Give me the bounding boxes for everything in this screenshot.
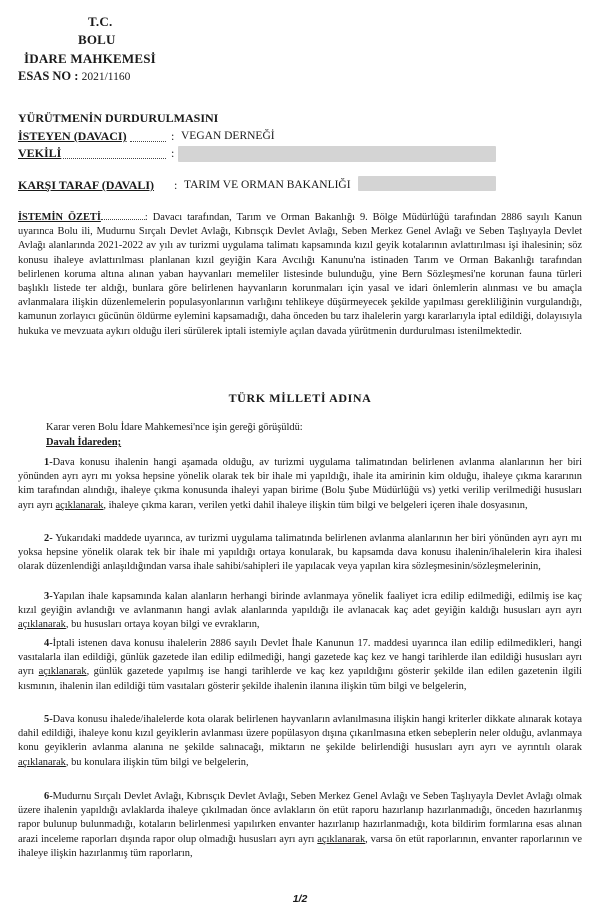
attorney-dots — [63, 158, 166, 159]
item-number: 1- — [44, 457, 53, 468]
esas-value: 2021/1160 — [81, 71, 131, 83]
list-item-3 — [18, 590, 582, 633]
item-text: Dava konusu ihalede/ihalelerde kota olarak belirlenen hayvanların avlanılmasına ilişkin hangi kriterler dikkate alınarak kotaya dahil edildiği, ihaleye konu kızıl geyiklerin avlanması üzere popülasyon dışına çıkarılmasına etken sebeplerin neler olduğu, avlanmaya konu geyiklerin avlanma alanına ne şekilde salınacağı, miktarın ne şekilde belirlendiği hususları ayrı ayrı ve ayrıntılı olarak — [18, 714, 582, 754]
attorney-label: VEKİLİ — [18, 146, 62, 160]
item-text: Mudurnu Sırçalı Devlet Avlağı, Kıbrısçık Devlet Avlağı, Seben Merkez Genel Avlağı ve Seben Taşlıyayla Devlet Avlağı olmak üzere ihalenin yapıldığı avlaklarda ihaleye çıkılmadan önce avlakların ön etüt raporu hazırlanıp hazırlanmadığı, önceden hazırlanmış rapor bulunup bulunmadığı, kotaların belirlenmesi yapılırken envanter hazırlanıp hazırlanmadığı, kota bildirim formlarına esas alınan arazi inceleme raporları dışında rapor olup olmadığı hususları ayrı ayrı — [18, 791, 582, 845]
header-tc: T.C. — [88, 14, 113, 29]
page-number: 1/2 — [292, 893, 308, 905]
item-number: 5- — [44, 714, 53, 725]
header-city: BOLU — [78, 32, 116, 47]
summary-label: İSTEMİN ÖZETİ — [18, 212, 101, 223]
case-subject: YÜRÜTMENİN DURDURULMASINI — [18, 111, 219, 125]
item-text-rest: , bu hususları ortaya koyan bilgi ve evrakların, — [65, 619, 260, 631]
item-text-rest: , ihaleye çıkma kararı, verilen yetki dahil ihaleye ilişkin tüm bilgi ve belgeleri içeren ihale dosyasının, — [103, 499, 528, 511]
decision-title: TÜRK MİLLETİ ADINA — [228, 391, 372, 405]
item-text-rest: , bu konulara ilişkin tüm bilgi ve belgelerin, — [65, 756, 249, 768]
plaintiff-colon: : — [171, 129, 175, 143]
redacted-defendant — [358, 176, 496, 191]
defendant-colon: : — [174, 178, 178, 192]
item-number: 2- — [44, 533, 53, 544]
list-item-1 — [18, 456, 582, 513]
header-court: İDARE MAHKEMESİ — [24, 51, 156, 66]
item-number: 6- — [44, 791, 53, 802]
item-emphasis: açıklanarak — [18, 756, 66, 768]
defendant-value: TARIM VE ORMAN BAKANLIĞI — [184, 179, 351, 191]
esas-label: ESAS NO : — [18, 69, 79, 83]
list-item-2 — [18, 532, 582, 575]
item-text-rest: , günlük gazetede yapılmış ise hangi tarihlerde ve kaç kez yapıldığını gösterir şekilde ilan edilen gazetenin ilgili kısmının, ihalenin ilan edildiği tüm vasıtaları gösterir şekilde ihalenin ilanına ilişkin tüm bilgi ve belgelerin, — [18, 666, 582, 692]
plaintiff-dots — [130, 141, 166, 142]
section-label: Davalı İdareden; — [46, 437, 122, 448]
summary-paragraph — [18, 211, 582, 339]
list-item-4 — [18, 637, 582, 694]
attorney-colon: : — [171, 146, 175, 160]
list-item-6 — [18, 790, 582, 861]
item-text: Yukarıdaki maddede uyarınca, av turizmi uygulama talimatında belirlenen avlanma alanlarının her biri yönünden ayrı ayrı mı yoksa hepsine yönelik olarak tek bir ihale mi yapıldığı ortaya konularak, bu kapsamda dava konusu ihalenin/ihalelerin kira ihalesi olarak düzenlendiği anlaşıldığından varsa ihale sahibi/sahipleri ile yapılacak veya yapılan kira sözleşmesinin/sözleşmelerinin, — [18, 533, 582, 573]
summary-text: Davacı tarafından, Tarım ve Orman Bakanlığı 9. Bölge Müdürlüğü tarafından 2886 sayılı Kanun uyarınca Bolu ili, Mudurnu Sırçalı Devlet Avlağı, Kıbrısçık Devlet Avlağı, Seben Merkez Genel Avlağı ve Seben Taşlıyayla Devlet Avlağı alanlarında 2021-2022 av yılı av turizmi uygulama talimatı kapsamında kızıl geyik kotalarının avlattırılması işi ihalesinin; söz konusu ihaleye avlattırılması planlanan kızıl geyiğin Kara Avcılığı Kanunu'na istinaden Tarım ve Orman Bakanlığı tarafından belirlenen koruma altına alınan yaban hayvanları memeliler listesinde bulunduğu, yine Bern Sözleşmesi'ne korunan fauna türleri başlıklı listede ter aldığı, bunlara göre belirlenen hayvanların korunmaları için yasal ve idari önlemlerin alınması ve bu amaçla avlanmalara ilişkin düzenlemelerin populasyonlarının varlığını tehlikeye düşürmeyecek şekilde yapılması gerekliliğinin vurgulandığı, kamunun zorlayıcı gücünün öldürme eylemini kapsamadığı, daha önceden bu tarz ihalelerin yargı kararlarıyla iptal edildiği, dolayısıyla hukuka ve mevzuata aykırı olduğu ileri sürülerek iptali istemiyle açılan davada yürütmenin durdurulması istenilmektedir. — [18, 212, 582, 337]
summary-colon: : — [144, 212, 153, 223]
item-text: İptali istenen dava konusu ihalelerin 2886 sayılı Devlet İhale Kanunun 17. maddesi uyarınca ilan edilip edilmedikleri, hangi vasıtalarla ilan edildiği, günlük gazetede ilan edilip edilmediği, hangi gazetede kaç kez ve hangi tarihlerde ilan edildiği hususları ayrı ayrı — [18, 638, 582, 678]
intro-line: Karar veren Bolu İdare Mahkemesi'nce işin gereği görüşüldü: — [46, 422, 303, 433]
item-emphasis: açıklanarak — [317, 833, 366, 845]
defendant-label: KARŞI TARAF (DAVALI) — [18, 178, 155, 192]
item-text: Yapılan ihale kapsamında kalan alanların herhangi birinde avlanmaya yönelik faaliyet icra edilip edilmediği, edilmiş ise kaç kızıl geyiğin avlandığı ve avlanmanın hangi avlak alanlarında yapıldığı ile avlanacak kaç adet geyiğin kaldığı hususları ayrı ayrı — [18, 591, 582, 617]
item-emphasis: açıklanarak — [38, 666, 87, 678]
list-item-5 — [18, 713, 582, 770]
plaintiff-label: İSTEYEN (DAVACI) — [18, 129, 127, 143]
item-text-rest: , varsa ön etüt raporlarının, envanter raporlarının ve ihaleye ilişkin hazırlanmış tüm raporların, — [18, 833, 582, 859]
esas-number — [18, 69, 130, 84]
item-number: 4- — [44, 638, 53, 649]
item-emphasis: açıklanarak — [55, 499, 104, 511]
plaintiff-value: VEGAN DERNEĞİ — [181, 130, 275, 142]
summary-dots — [101, 211, 145, 220]
redacted-attorney — [178, 146, 496, 162]
item-text: Dava konusu ihalenin hangi aşamada olduğu, av turizmi uygulama talimatından belirlenen avlanma alanlarının her biri yönünden ayrı ayrı mı yoksa hepsine yönelik olarak tek bir ihale mi yapıldığı, ihale ita amirinin kim olduğu, ihaleye çıkma kararının kim tarafından alındığı, ihaleye çıkma konusunda ihaleyi yapan birime (Bolu Şube Müdürlüğü vs) yetki verilip verilmediği hususları ayrı ayrı — [18, 457, 582, 511]
item-number: 3- — [44, 591, 53, 602]
item-emphasis: açıklanarak — [18, 619, 66, 631]
